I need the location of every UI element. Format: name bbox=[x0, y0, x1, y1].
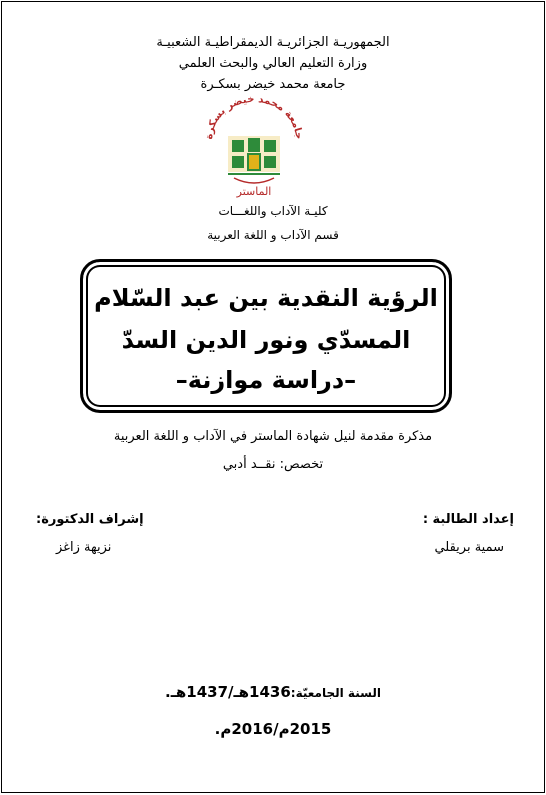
university-logo bbox=[198, 94, 310, 202]
thesis-title-line-1: الرؤية النقدية بين عبد السّلام bbox=[94, 284, 438, 312]
thesis-title-line-2: المسدّي ونور الدين السدّ bbox=[121, 326, 411, 354]
department-line: قسم الآداب و اللغة العربية bbox=[207, 228, 339, 242]
ministry-line: وزارة التعليم العالي والبحث العلمي bbox=[178, 56, 368, 71]
academic-year-label: السنة الجامعيّة: bbox=[290, 686, 381, 700]
republic-line: الجمهوريـة الجزائريـة الديمقراطيـة الشعبيـة bbox=[156, 35, 390, 50]
academic-year-hijri: 1436هـ/1437هـ. bbox=[165, 683, 291, 701]
university-line: جامعة محمد خيضر بسكـرة bbox=[200, 77, 346, 92]
logo-caption: الماستر bbox=[236, 185, 272, 198]
university-logo-graphic bbox=[198, 94, 310, 202]
thesis-title-box bbox=[80, 259, 452, 413]
logo-arc-text: جامعة محمد خيضر بسكرة bbox=[203, 94, 305, 140]
thesis-title-line-3: –دراسة موازنة– bbox=[175, 366, 357, 394]
memo-description: مذكرة مقدمة لنيل شهادة الماستر في الآداب و اللغة العربية bbox=[113, 429, 433, 444]
student-name: سمية بريقلي bbox=[434, 540, 504, 555]
specialty-line: تخصص: نقــد أدبي bbox=[222, 457, 324, 472]
document-page bbox=[1, 1, 545, 793]
academic-year-line bbox=[2, 682, 544, 701]
supervisor-label: إشراف الدكتورة: bbox=[36, 512, 144, 527]
faculty-line: كليـة الآداب واللغـــات bbox=[218, 204, 328, 218]
supervisor-name: نزيهة زاغز bbox=[56, 540, 112, 555]
academic-year-gregorian: 2015م/2016م. bbox=[214, 720, 332, 738]
student-label: إعداد الطالبة : bbox=[422, 512, 514, 527]
